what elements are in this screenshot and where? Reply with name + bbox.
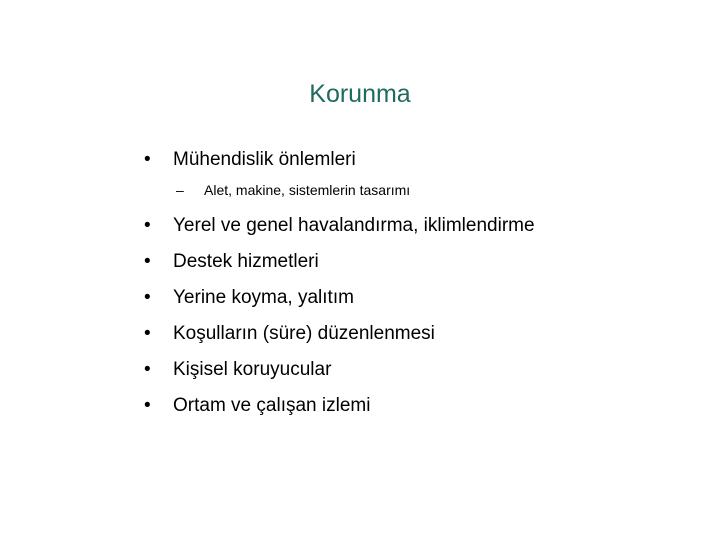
- bullet-list: [144, 148, 704, 430]
- bullet-item: [144, 394, 704, 418]
- bullet-marker: •: [144, 287, 151, 308]
- bullet-item: [144, 286, 704, 310]
- bullet-item: [144, 322, 704, 346]
- bullet-item: [144, 148, 704, 172]
- sub-bullet-marker: –: [176, 182, 184, 198]
- bullet-text: Ortam ve çalışan izlemi: [173, 395, 371, 416]
- sub-bullet-text: Alet, makine, sistemlerin tasarımı: [204, 182, 411, 198]
- bullet-marker: •: [144, 395, 151, 416]
- bullet-marker: •: [144, 149, 151, 170]
- bullet-text: Yerine koyma, yalıtım: [173, 287, 354, 308]
- bullet-item: [144, 358, 704, 382]
- bullet-item: [144, 214, 704, 238]
- bullet-text: Yerel ve genel havalandırma, iklimlendirme: [173, 215, 535, 236]
- bullet-item: [144, 250, 704, 274]
- bullet-text: Kişisel koruyucular: [173, 359, 332, 380]
- bullet-marker: •: [144, 251, 151, 272]
- bullet-text: Destek hizmetleri: [173, 251, 319, 272]
- bullet-marker: •: [144, 215, 151, 236]
- bullet-marker: •: [144, 359, 151, 380]
- bullet-text: Mühendislik önlemleri: [173, 149, 356, 170]
- sub-bullet-item: [144, 181, 704, 199]
- bullet-text: Koşulların (süre) düzenlenmesi: [173, 323, 435, 344]
- slide-title: Korunma: [309, 80, 411, 108]
- bullet-marker: •: [144, 323, 151, 344]
